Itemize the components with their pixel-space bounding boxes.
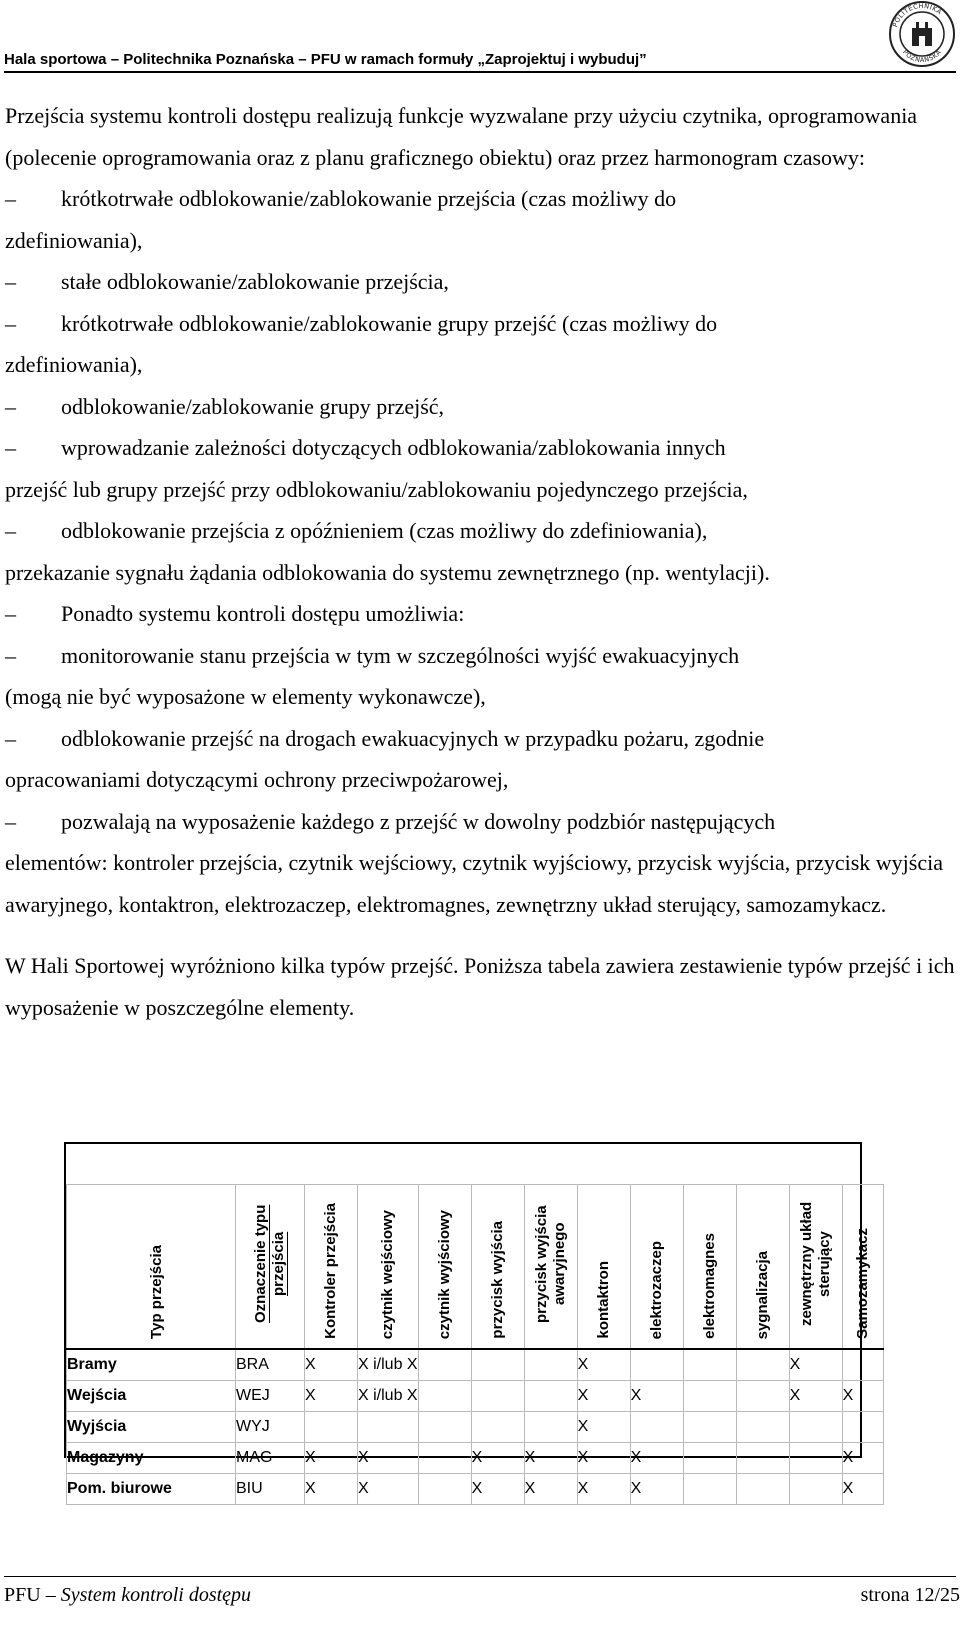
table-cell xyxy=(842,1349,883,1381)
column-header xyxy=(67,1185,236,1350)
table-cell: X i/lub X xyxy=(358,1349,419,1381)
list-item-continuation: zdefiniowania), xyxy=(5,352,143,377)
dash-bullet-icon: – xyxy=(5,186,16,211)
list-item-continuation: przekazanie sygnału żądania odblokowania do systemu zewnętrznego (np. wentylacji). xyxy=(5,559,770,585)
column-header xyxy=(418,1185,471,1350)
table-header-row xyxy=(67,1185,884,1350)
row-type: Bramy xyxy=(67,1349,236,1381)
table-row xyxy=(67,1349,884,1381)
list-item xyxy=(5,386,955,428)
column-header-label: elektromagnes xyxy=(700,1233,718,1339)
table-cell: X xyxy=(358,1443,419,1474)
column-header xyxy=(842,1185,883,1350)
outro-paragraph: W Hali Sportowej wyróżniono kilka typów przejść. Poniższa tabela zawiera zestawienie typów przejść i ich wyposażenie w poszczególne elementy. xyxy=(5,953,955,1020)
column-header xyxy=(358,1185,419,1350)
column-header xyxy=(683,1185,736,1350)
table-cell: X xyxy=(577,1381,630,1412)
column-header xyxy=(789,1185,842,1350)
table-cell xyxy=(471,1412,524,1443)
column-header-label: Kontroler przejścia xyxy=(322,1203,339,1339)
table-cell xyxy=(736,1349,789,1381)
table-cell: X xyxy=(305,1443,358,1474)
table-cell: X xyxy=(842,1443,883,1474)
list-item-continuation: zdefiniowania), xyxy=(5,227,143,253)
table-cell xyxy=(524,1381,577,1412)
table-cell: X xyxy=(577,1412,630,1443)
column-header-label: kontaktron xyxy=(594,1261,612,1339)
column-header-label: przycisk wyjścia xyxy=(488,1221,506,1339)
row-type: Wejścia xyxy=(67,1381,236,1412)
table-cell xyxy=(789,1412,842,1443)
table-cell: X xyxy=(577,1443,630,1474)
list-item xyxy=(5,427,955,469)
column-header-label: elektrozaczep xyxy=(647,1240,665,1339)
footer-doc-prefix: PFU xyxy=(4,1584,41,1606)
intro-paragraph: Przejścia systemu kontroli dostępu realizują funkcje wyzwalane przy użyciu czytnika, oprogramowania (polecenie oprogramowania oraz z planu graficznego obiektu) oraz przez harmonogram czasowy: xyxy=(5,103,918,170)
feature-list xyxy=(5,178,955,925)
column-header xyxy=(630,1185,683,1350)
table-cell xyxy=(630,1412,683,1443)
table-cell xyxy=(683,1412,736,1443)
table-cell xyxy=(471,1349,524,1381)
passage-types-table xyxy=(66,1184,884,1505)
header-divider xyxy=(4,71,956,73)
column-header xyxy=(471,1185,524,1350)
table-cell: X xyxy=(630,1381,683,1412)
column-header-label: Samozamykacz xyxy=(853,1228,871,1339)
page-number: strona 12/25 xyxy=(860,1584,960,1606)
dash-bullet-icon: – xyxy=(5,601,16,626)
table-cell xyxy=(524,1412,577,1443)
table-cell xyxy=(842,1412,883,1443)
footer-doc-separator: – xyxy=(40,1584,61,1606)
table-cell xyxy=(524,1349,577,1381)
university-seal-logo xyxy=(888,0,956,68)
table-cell: X xyxy=(305,1474,358,1505)
table-cell xyxy=(683,1381,736,1412)
table-cell xyxy=(789,1443,842,1474)
list-item xyxy=(5,718,955,760)
list-item xyxy=(5,801,955,843)
list-item-text: wprowadzanie zależności dotyczących odblokowania/zablokowania innych xyxy=(61,435,726,460)
table-row xyxy=(67,1474,884,1505)
table-cell: X xyxy=(789,1349,842,1381)
dash-bullet-icon: – xyxy=(5,310,16,336)
table-cell xyxy=(358,1412,419,1443)
row-code: WEJ xyxy=(236,1381,305,1412)
list-item-text: odblokowanie przejść na drogach ewakuacyjnych w przypadku pożaru, zgodnie xyxy=(61,725,765,751)
table-cell: X xyxy=(577,1349,630,1381)
table-cell: X xyxy=(630,1443,683,1474)
row-type: Wyjścia xyxy=(67,1412,236,1443)
table-cell xyxy=(418,1443,471,1474)
table-cell xyxy=(736,1474,789,1505)
table-cell: X xyxy=(471,1443,524,1474)
row-type: Pom. biurowe xyxy=(67,1474,236,1505)
list-item-text: krótkotrwałe odblokowanie/zablokowanie przejścia (czas możliwy do xyxy=(61,186,677,211)
list-item xyxy=(5,261,955,303)
footer-doc-name: System kontroli dostępu xyxy=(60,1584,252,1606)
table-cell: X xyxy=(524,1443,577,1474)
row-code: BIU xyxy=(236,1474,305,1505)
table-cell xyxy=(736,1381,789,1412)
table-cell: X xyxy=(305,1381,358,1412)
list-item-continuation: (mogą nie być wyposażone w elementy wykonawcze), xyxy=(5,684,486,709)
table-cell xyxy=(736,1443,789,1474)
column-header xyxy=(577,1185,630,1350)
dash-bullet-icon: – xyxy=(5,435,16,460)
list-item xyxy=(5,635,955,677)
list-item-continuation: elementów: kontroler przejścia, czytnik wejściowy, czytnik wyjściowy, przycisk wyjścia, przycisk wyjścia awaryjnego, kontaktron, elektrozaczep, elektromagnes, zewnętrzny układ sterujący, samozamykacz. xyxy=(5,850,943,917)
column-header xyxy=(305,1185,358,1350)
column-header xyxy=(236,1185,305,1350)
table-cell xyxy=(418,1349,471,1381)
dash-bullet-icon: – xyxy=(5,518,16,543)
table-cell xyxy=(630,1349,683,1381)
footer-doc-title xyxy=(4,1584,251,1607)
table-row xyxy=(67,1381,884,1412)
svg-text:POZNAŃSKA: POZNAŃSKA xyxy=(900,48,944,65)
table-cell xyxy=(305,1412,358,1443)
table-cell: X xyxy=(789,1381,842,1412)
column-header xyxy=(736,1185,789,1350)
row-code: BRA xyxy=(236,1349,305,1381)
column-header-label: przycisk wyjścia awaryjnego xyxy=(532,1205,568,1323)
table-cell: X xyxy=(471,1474,524,1505)
column-header-label: czytnik wyjściowy xyxy=(435,1209,453,1339)
column-header-label: zewnętrzny układ sterujący xyxy=(797,1201,833,1327)
table-cell: X xyxy=(630,1474,683,1505)
table-cell: X xyxy=(842,1381,883,1412)
list-item-text: krótkotrwałe odblokowanie/zablokowanie grupy przejść (czas możliwy do xyxy=(61,310,718,336)
table-cell xyxy=(683,1349,736,1381)
table-cell xyxy=(418,1381,471,1412)
table-cell: X xyxy=(577,1474,630,1505)
table-cell xyxy=(736,1412,789,1443)
table-cell xyxy=(418,1412,471,1443)
list-item-text: Ponadto systemu kontroli dostępu umożliwia: xyxy=(61,601,465,626)
footer-divider xyxy=(4,1576,956,1577)
dash-bullet-icon: – xyxy=(5,808,16,834)
table-cell xyxy=(683,1443,736,1474)
dash-bullet-icon: – xyxy=(5,642,16,668)
table-cell: X xyxy=(358,1474,419,1505)
dash-bullet-icon: – xyxy=(5,725,16,751)
table-cell xyxy=(418,1474,471,1505)
table-cell: X xyxy=(842,1474,883,1505)
column-header-label: czytnik wejściowy xyxy=(378,1209,396,1339)
list-item xyxy=(5,593,955,635)
table-cell xyxy=(683,1474,736,1505)
row-type: Magazyny xyxy=(67,1443,236,1474)
column-header-label: Oznaczenie typu przejścia xyxy=(252,1204,287,1324)
table-cell: X i/lub X xyxy=(358,1381,419,1412)
column-header xyxy=(524,1185,577,1350)
list-item-continuation: przejść lub grupy przejść przy odblokowaniu/zablokowaniu pojedynczego przejścia, xyxy=(5,476,748,502)
dash-bullet-icon: – xyxy=(5,269,16,294)
table-cell: X xyxy=(305,1349,358,1381)
list-item-text: pozwalają na wyposażenie każdego z przejść w dowolny podzbiór następujących xyxy=(61,808,776,834)
table-row xyxy=(67,1443,884,1474)
list-item-text: odblokowanie przejścia z opóźnieniem (czas możliwy do zdefiniowania), xyxy=(61,518,708,543)
document-body xyxy=(5,95,955,1028)
list-item-continuation: opracowaniami dotyczącymi ochrony przeciwpożarowej, xyxy=(5,767,509,792)
list-item xyxy=(5,510,955,552)
list-item-text: stałe odblokowanie/zablokowanie przejścia, xyxy=(61,269,449,294)
table-cell: X xyxy=(524,1474,577,1505)
row-code: WYJ xyxy=(236,1412,305,1443)
list-item xyxy=(5,178,955,220)
column-header-label: Typ przejścia xyxy=(148,1245,165,1339)
row-code: MAG xyxy=(236,1443,305,1474)
list-item xyxy=(5,303,955,345)
table-cell xyxy=(789,1474,842,1505)
svg-text:POLITECHNIKA: POLITECHNIKA xyxy=(891,1,944,29)
list-item-text: monitorowanie stanu przejścia w tym w szczególności wyjść ewakuacyjnych xyxy=(61,642,740,668)
page-header xyxy=(4,0,956,80)
list-item-text: odblokowanie/zablokowanie grupy przejść, xyxy=(61,393,445,419)
column-header-label: sygnalizacja xyxy=(753,1250,771,1339)
header-title: Hala sportowa – Politechnika Poznańska – PFU w ramach formuły „Zaprojektuj i wybuduj” xyxy=(4,51,647,68)
dash-bullet-icon: – xyxy=(5,393,16,419)
table-row xyxy=(67,1412,884,1443)
table-cell xyxy=(471,1381,524,1412)
